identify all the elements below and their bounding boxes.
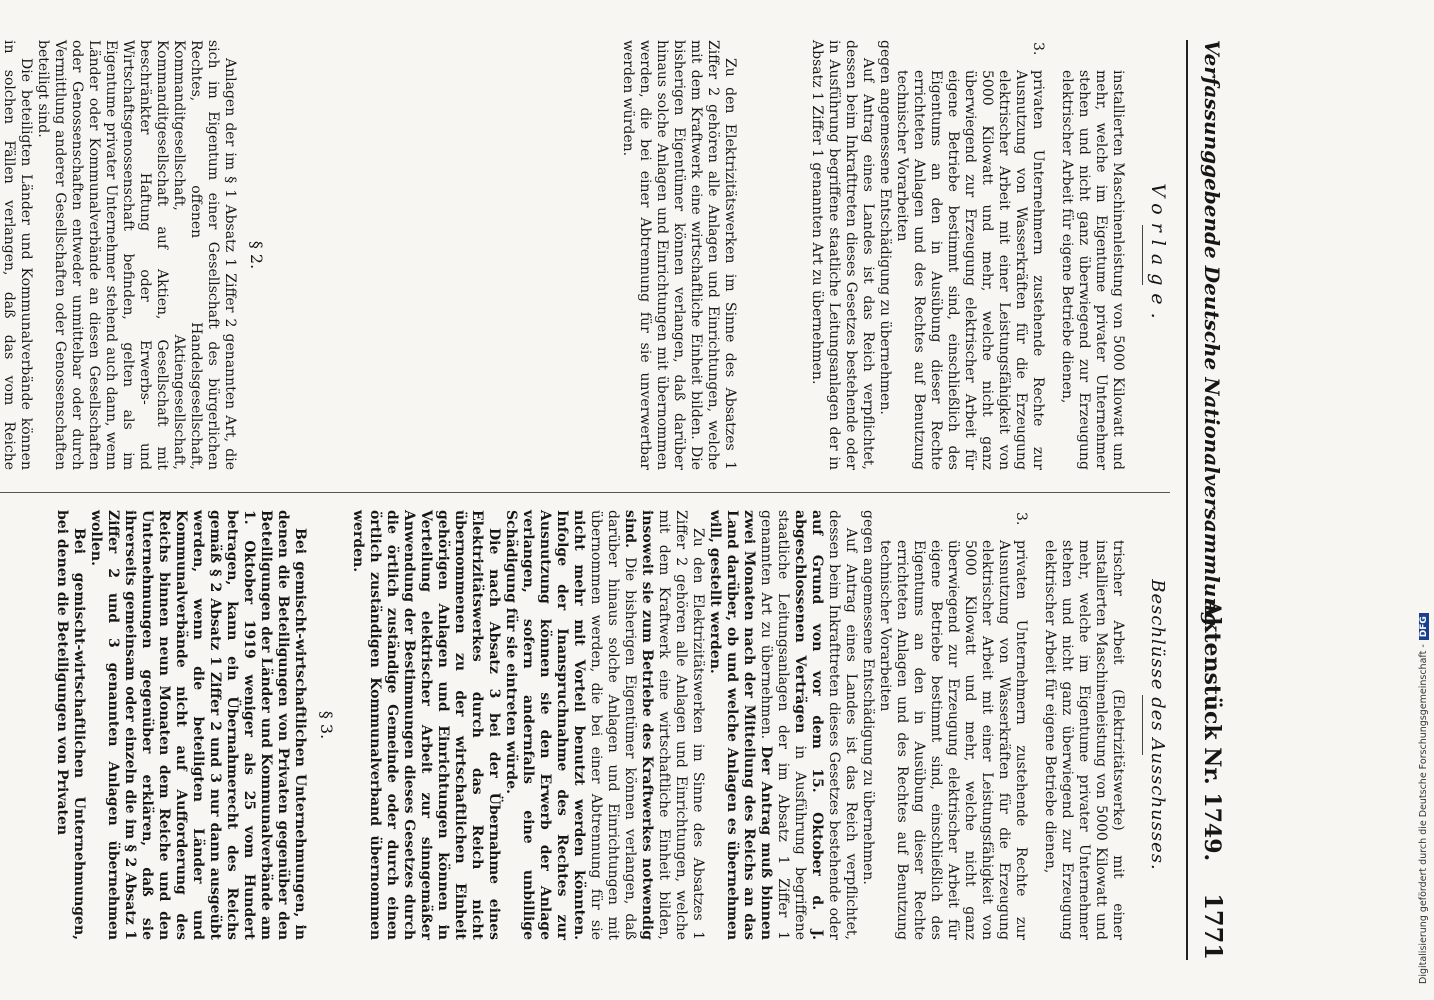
paragraph-3-part-a: Zu den Elektrizitätswerken im Sinne des Absatzes 1 Ziffer 2 gehören alle Anlagen und Einrichtungen, welche mit dem Kraftwerk eine wirtschaftliche Einheit bilden, (656, 510, 706, 940)
paragraph-2-part-a: Auf Antrag eines Landes ist das Reich verpflichtet, dessen beim Inkrafttreten dieses Gesetzes bestehende oder (826, 510, 859, 940)
section-3-paragraph-1: Bei gemischt-wirtschaftlichen Unternehmungen, in denen die Beteiligungen von Privaten gegenüber den Beteiligungen der Länder und Kommunalverbände am 1. Oktober 1919 weniger als 25 vom Hundert betragen, kann ein Übernahmerecht des Reichs gemäß § 2 Absatz 1 Ziffer 2 und 3 nur dann ausgeübt werden, wenn die beteiligten Länder und Kommunalverbände nicht auf Aufforderung des Reichs binnen neun Monaten dem Reiche und den Unternehmungen gegenüber erklären, daß sie ihrerseits gemeinsam oder einzeln die im § 2 Absatz 1 Ziffer 2 und 3 genannten Anlagen übernehmen wollen. (88, 510, 308, 940)
header-document-number: Aktenstück Nr. 1749. (1199, 600, 1225, 862)
column-divider (0, 492, 1170, 493)
vorlage-continuation: gegen angemessene Entschädigung zu übernehmen. (877, 40, 893, 415)
vorlage-title: Vorlage. (1147, 183, 1169, 327)
beschluesse-continuation: gegen angemessene Entschädigung zu übernehmen. (860, 510, 876, 885)
section-3-heading: § 3. (317, 710, 336, 740)
section-2-heading: § 2. (247, 240, 266, 270)
paragraph-2-addition: Der Antrag muß binnen zwei Monaten nach der Mitteilung des Reichs an das Land darüber, ob und welche Anlagen es übernehmen will, gestellt werden. (707, 510, 774, 940)
beschluesse-title: Beschlüsse des Ausschusses. (1147, 579, 1168, 871)
item-number: 3. (1030, 42, 1046, 56)
paragraph-3-amendment: insoweit sie zum Betriebe des Kraftwerkes notwendig sind. (622, 510, 655, 940)
vorlage-paragraph-3: Zu den Elektrizitätswerken im Sinne des Absatzes 1 Ziffer 2 gehören alle Anlagen und Einrichtungen, welche mit dem Kraftwerk eine wirtschaftliche Einheit bilden. Die bisherigen Eigentümer können verlangen, daß darüber hinaus solche Anlagen und Einrichtungen mit übernommen werden, die bei einer Abtrennung für sie unverwertbar werden würden. (620, 40, 738, 470)
rotated-page (0, 40, 1228, 960)
header-rule (1186, 40, 1188, 960)
vorlage-column (0, 40, 1176, 470)
beschluesse-column (53, 510, 1176, 940)
item-text: privaten Unternehmern zustehende Rechte zur Ausnutzung von Wasserkräften für die Erzeugung elektrischer Arbeit mit einer Leistungsfähigkeit von 5000 Kilowatt und mehr, welche nicht ganz überwiegend zur Erzeugung elektrischer Arbeit für eigene Betriebe bestimmt sind, einschließlich des Eigentums an den in Ausübung dieser Rechte errichteten Anlagen und des Rechtes auf Benutzung technischer Vorarbeiten (877, 540, 1029, 940)
section-2-paragraph-2: Die beteiligten Länder und Kommunalverbände können in solchen Fällen verlangen, daß das vom Reiche (1, 40, 34, 470)
header-title: Verfassunggebende Deutsche Nationalversammlung. (1200, 40, 1224, 633)
paragraph-2-part-c: in Ausführung begriffene staatliche Leitungsanlagen der im Absatz 1 Ziffer 1 genannten Art zu übernehmen. (758, 510, 808, 940)
title-rule (1142, 225, 1143, 285)
paragraph-3-addition: nicht mehr mit Vorteil benutzt werden könnten. Infolge der Inanspruchnahme des Rechtes zur Ausnutzung können sie den Erwerb der Anlage verlangen, sofern andernfalls eine unbillige Schädigung für sie eintreten würde. (503, 510, 587, 940)
beschluesse-intro: trischer Arbeit (Elektrizitätswerke) mit einer installierten Maschinenleistung von 5000 Kilowatt und mehr, welche im Eigentume privater Unternehmer stehen und nicht ganz überwiegend zur Erzeugung elektrischer Arbeit für eigene Betriebe dienen, (1042, 540, 1126, 940)
beschluesse-paragraph-4: Die nach Absatz 3 bei der Übernahme eines Elektrizitätswerkes durch das Reich nicht übernommenen zu der wirtschaftlichen Einheit gehörigen Anlagen und Einrichtungen können in Verteilung elektrischer Arbeit zur sinngemäßer Anwendung der Bestimmungen dieses Gesetzes durch die örtlich zuständige Gemeinde oder durch einen örtlich zuständigen Kommunalverband übernommen werden. (350, 510, 502, 940)
item-number: 3. (1013, 512, 1029, 526)
beschluesse-paragraph-3 (502, 510, 706, 940)
beschluesse-item-3 (876, 510, 1029, 940)
dfg-logo: DFG (1419, 613, 1429, 640)
page-header (1188, 40, 1228, 960)
digitization-note (1418, 4, 1429, 984)
beschluesse-paragraph-2 (706, 510, 859, 940)
section-2-paragraph-1: Anlagen der im § 1 Absatz 1 Ziffer 2 genannten Art, die sich im Eigentum einer Gesellschaft des bürgerlichen Rechtes, offenen Handelsgesellschaft, Kommanditgesellschaft, Aktiengesellschaft, Kommanditgesellschaft auf Aktien, Gesellschaft mit beschränkter Haftung oder Erwerbs- und Wirtschaftsgenossenschaft befinden, gelten als im Eigentume privater Unternehmer stehend auch dann, wenn Länder oder Kommunalverbände an diesen Gesellschaften oder Genossenschaften entweder unmittelbar oder durch Vermittlung anderer Gesellschaften oder Genossenschaften beteiligt sind. (35, 40, 238, 470)
page-number: 1771 (1199, 893, 1228, 960)
paragraph-3-part-c: Die bisherigen Eigentümer können verlangen, daß darüber hinaus solche Anlagen und Einrichtungen mit übernommen werden, die bei einer Abtrennung für sie (588, 510, 638, 941)
vorlage-paragraph-2: Auf Antrag eines Landes ist das Reich verpflichtet, dessen beim Inkrafttreten dieses Gesetzes bestehende oder in Ausführung begriffene staatliche Leitungsanlagen der in Absatz 1 Ziffer 1 genannten Art zu übernehmen. (809, 40, 876, 470)
vorlage-item-3 (893, 40, 1046, 470)
digitization-text: Digitalisierung gefördert durch die Deutsche Forschungsgemeinschaft - (1418, 644, 1429, 984)
section-3-paragraph-2: Bei gemischt-wirtschaftlichen Unternehmungen, bei denen die Beteiligungen von Privaten (54, 510, 87, 940)
paragraph-2-amendment: auf Grund von vor dem 15. Oktober d. J. abgeschlossenen Verträgen (792, 510, 825, 940)
title-rule (1142, 695, 1143, 755)
item-text: privaten Unternehmern zustehende Rechte zur Ausnutzung von Wasserkräften für die Erzeugung elektrischer Arbeit mit einer Leistungsfähigkeit von 5000 Kilowatt und mehr, welche nicht ganz überwiegend zur Erzeugung elektrischer Arbeit für eigene Betriebe bestimmt sind, einschließlich des Eigentums an den in Ausübung dieser Rechte errichteten Anlagen und des Rechtes auf Benutzung technischer Vorarbeiten (894, 70, 1046, 470)
vorlage-intro: installierten Maschinenleistung von 5000 Kilowatt und mehr, welche im Eigentume privater Unternehmer stehen und nicht ganz überwiegend zur Erzeugung elektrischer Arbeit für eigene Betriebe dienen, (1059, 70, 1126, 470)
